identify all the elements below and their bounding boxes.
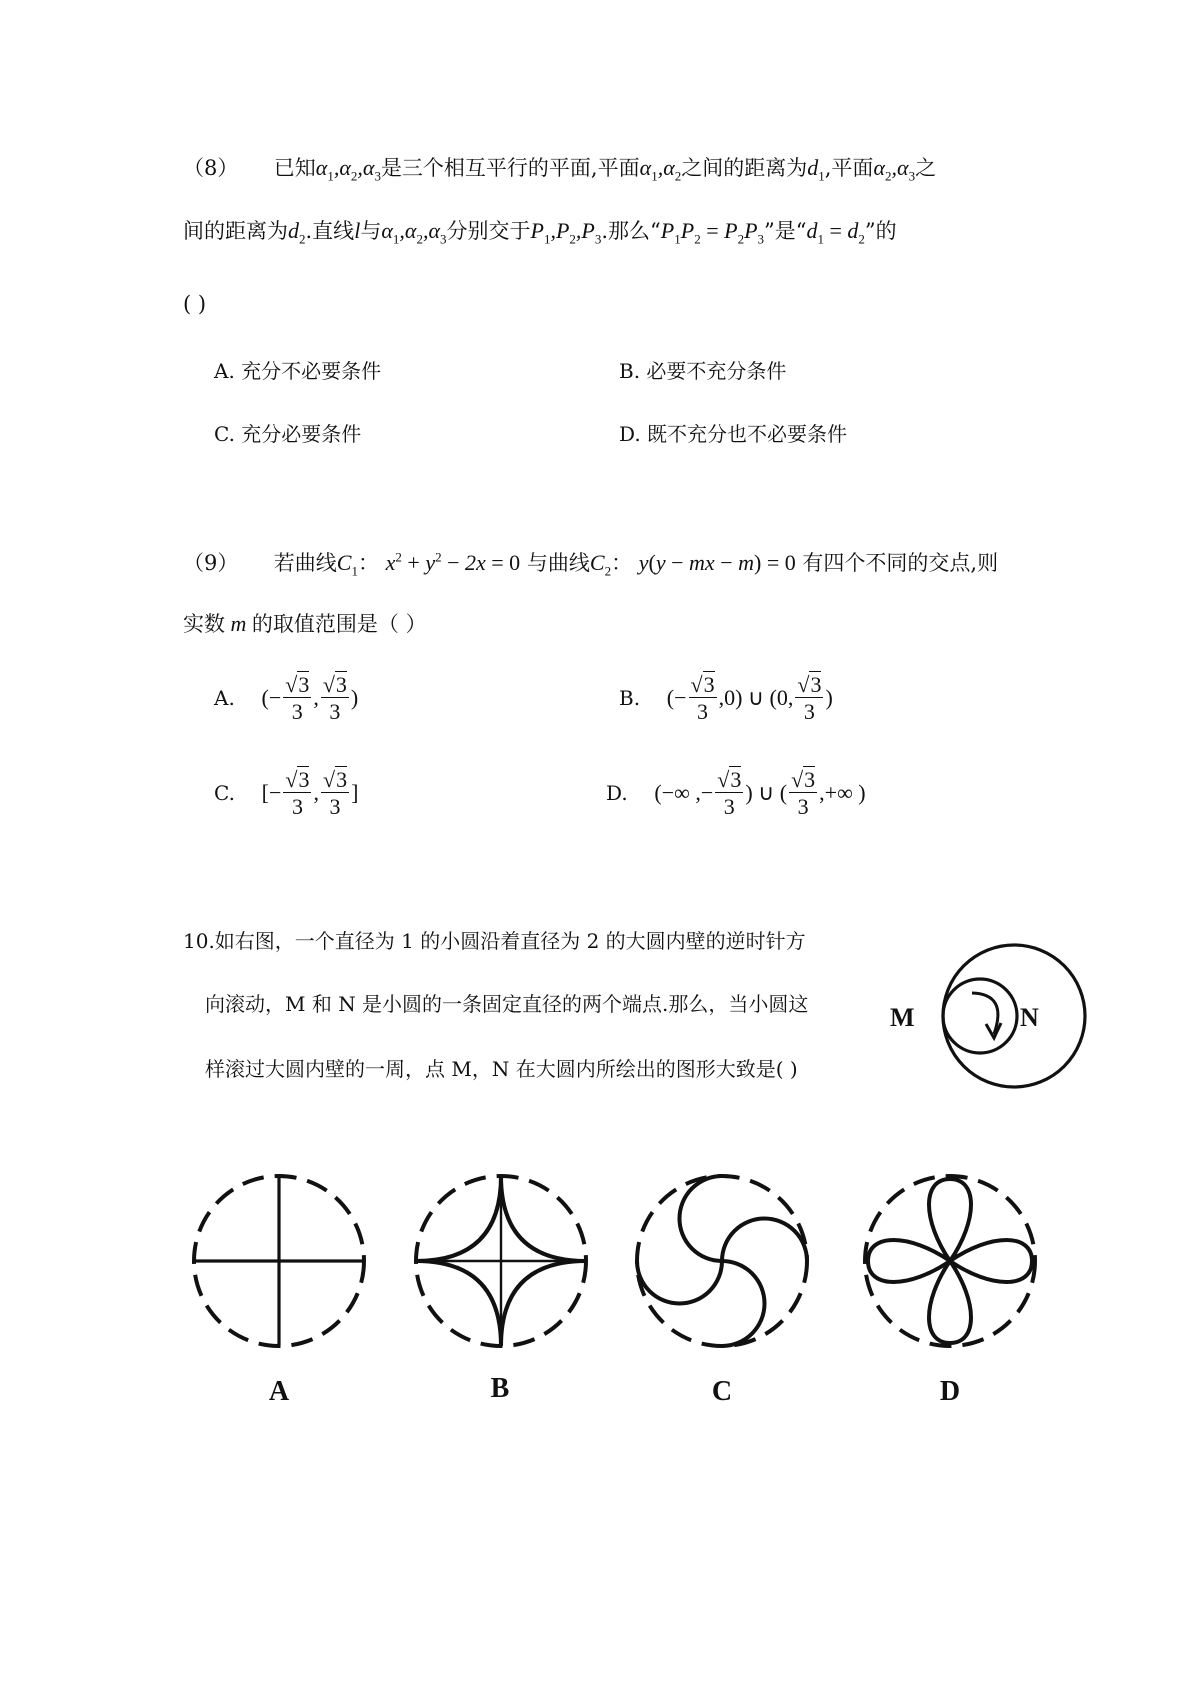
figure-b-label: B bbox=[490, 1373, 510, 1404]
figure-d-label: D bbox=[939, 1376, 961, 1405]
q8-answer-paren: ( ) bbox=[183, 292, 207, 316]
q8-option-c: C. 充分必要条件 bbox=[214, 422, 362, 446]
q8-option-a: A. 充分不必要条件 bbox=[214, 359, 382, 383]
arrow-head-icon bbox=[986, 1023, 1001, 1038]
figure-a-label: A bbox=[268, 1376, 290, 1405]
q9-option-d: D. (−∞ ,− $\frac{√3}{3}$ ) ∪ ( $\frac{√3}{3}$ ,+∞ ) bbox=[606, 767, 866, 820]
label-m: M bbox=[890, 1003, 915, 1032]
figure-a bbox=[194, 1176, 364, 1405]
figure-c-label: C bbox=[711, 1376, 733, 1405]
q10-line-2: 向滚动，M 和 N 是小圆的一条固定直径的两个端点.那么，当小圆这 bbox=[205, 992, 809, 1016]
figure-d bbox=[865, 1176, 1035, 1405]
q9-option-a: A. (− $\frac{√3}{3}$ , $\frac{√3}{3}$ ) bbox=[214, 672, 359, 725]
q8-number: （8） bbox=[183, 156, 239, 180]
figure-d-rose-curve bbox=[868, 1179, 1032, 1343]
q9-option-a-label: A. bbox=[214, 686, 235, 711]
q10-line-3: 样滚过大圆内壁的一周，点 M，N 在大圆内所绘出的图形大致是( ) bbox=[205, 1057, 798, 1081]
q9-line-2: 实数 m 的取值范围是（ ） bbox=[183, 611, 427, 636]
figure-c-arc-top bbox=[679, 1176, 722, 1261]
rotation-arrow bbox=[972, 993, 998, 1034]
q9-option-b: B. (− $\frac{√3}{3}$ ,0) ∪ (0, $\frac{√3}{3}$ ) bbox=[619, 672, 833, 725]
q9-option-d-label: D. bbox=[606, 781, 628, 806]
q9-option-b-label: B. bbox=[619, 686, 641, 711]
label-n: N bbox=[1020, 1003, 1039, 1032]
figure-c bbox=[637, 1176, 807, 1405]
small-circle bbox=[943, 979, 1017, 1053]
figure-c-arc-left bbox=[637, 1261, 722, 1304]
q9-line-1: （9） 若曲线$C_1$： $x^2 + y^2 - 2x = 0$ 与曲线$C_2$： y(y − mx − m) = 0 有四个不同的交点,则 bbox=[183, 549, 999, 579]
figure-c-arc-right bbox=[722, 1219, 807, 1262]
figure-b bbox=[416, 1176, 586, 1404]
q9-option-c-label: C. bbox=[214, 781, 235, 806]
q9-option-c: C. [− $\frac{√3}{3}$ , $\frac{√3}{3}$ ] bbox=[214, 767, 359, 820]
q9-number: （9） bbox=[183, 551, 239, 575]
large-circle bbox=[943, 945, 1085, 1087]
q8-line-1: （8） 已知$\alpha_1,\alpha_2,\alpha_3$是三个相互平行的平面,平面$\alpha_1,\alpha_2$之间的距离为$d_1$,平面$\alpha_2,\alpha_3$之 bbox=[183, 155, 937, 184]
q8-option-b: B. 必要不充分条件 bbox=[619, 359, 787, 383]
rolling-circle-diagram bbox=[890, 930, 1090, 1100]
q8-line-2: 间的距离为$d_2$.直线l与$\alpha_1,\alpha_2,\alpha_3$分别交于$P_1,P_2,P_3$.那么“$P_1P_2 = P_2P_3$”是“$d_1 = d_2$”的 bbox=[183, 218, 897, 247]
figure-c-arc-bottom bbox=[722, 1261, 765, 1346]
answer-figures bbox=[180, 1165, 1080, 1405]
q10-line-1: 10.如右图，一个直径为 1 的小圆沿着直径为 2 的大圆内壁的逆时针方 bbox=[183, 929, 806, 953]
q8-option-d: D. 既不充分也不必要条件 bbox=[619, 422, 848, 446]
